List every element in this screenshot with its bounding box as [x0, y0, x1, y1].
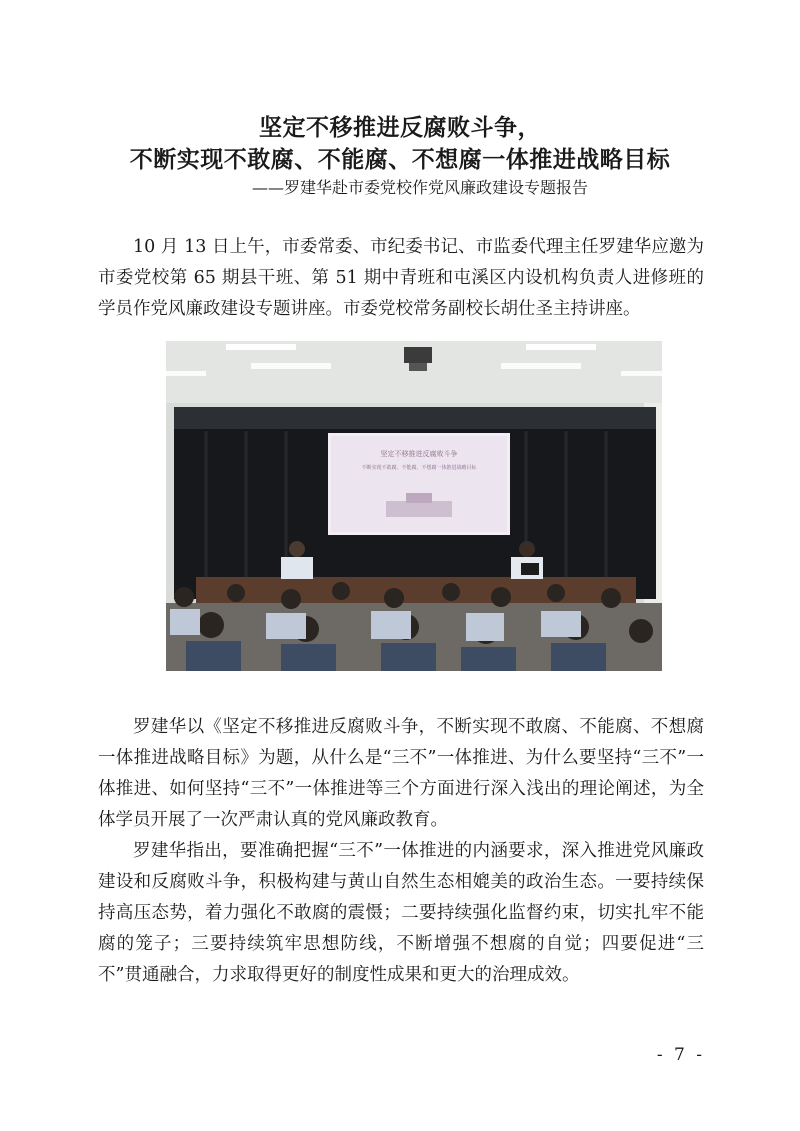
- screen-text-line-1: 坚定不移推进反腐败斗争: [380, 450, 458, 458]
- article-title-line-2: 不断实现不敢腐、不能腐、不想腐一体推进战略目标: [129, 146, 671, 173]
- article-subtitle: ——罗建华赴市委党校作党风廉政建设专题报告: [251, 178, 588, 197]
- title-block: [0, 112, 800, 200]
- paragraph-3: 罗建华指出，要准确把握“三不”一体推进的内涵要求，深入推进党风廉政建设和反腐败斗争，积极构建与黄山自然生态相媲美的政治生态。一要持续保持高压态势，着力强化不敢腐的震慑；二要持续强化监督约束，切实扎牢不能腐的笼子；三要持续筑牢思想防线，不断增强不想腐的自觉；四要促进“三不”贯通融合，力求取得更好的制度性成果和更大的治理成效。: [98, 841, 704, 985]
- paragraph-1: 10 月 13 日上午，市委常委、市纪委书记、市监委代理主任罗建华应邀为市委党校第 65 期县干班、第 51 期中青班和屯溪区内设机构负责人进修班的学员作党风廉政建设专题讲座。市委党校常务副校长胡仕圣主持讲座。: [98, 237, 704, 319]
- paragraph-2: 罗建华以《坚定不移推进反腐败斗争，不断实现不敢腐、不能腐、不想腐一体推进战略目标》为题，从什么是“三不”一体推进、为什么要坚持“三不”一体推进、如何坚持“三不”一体推进等三个方面进行深入浅出的理论阐述，为全体学员开展了一次严肃认真的党风廉政教育。: [98, 717, 704, 830]
- article-title-line-1: 坚定不移推进反腐败斗争，: [259, 114, 541, 141]
- lecture-hall-photo: [166, 341, 662, 671]
- lecture-photo-illustration: [166, 341, 662, 671]
- screen-text-line-2: 不断实现不敢腐、不能腐、不想腐一体推进战略目标: [361, 465, 477, 471]
- page-number: - 7 -: [656, 1045, 705, 1065]
